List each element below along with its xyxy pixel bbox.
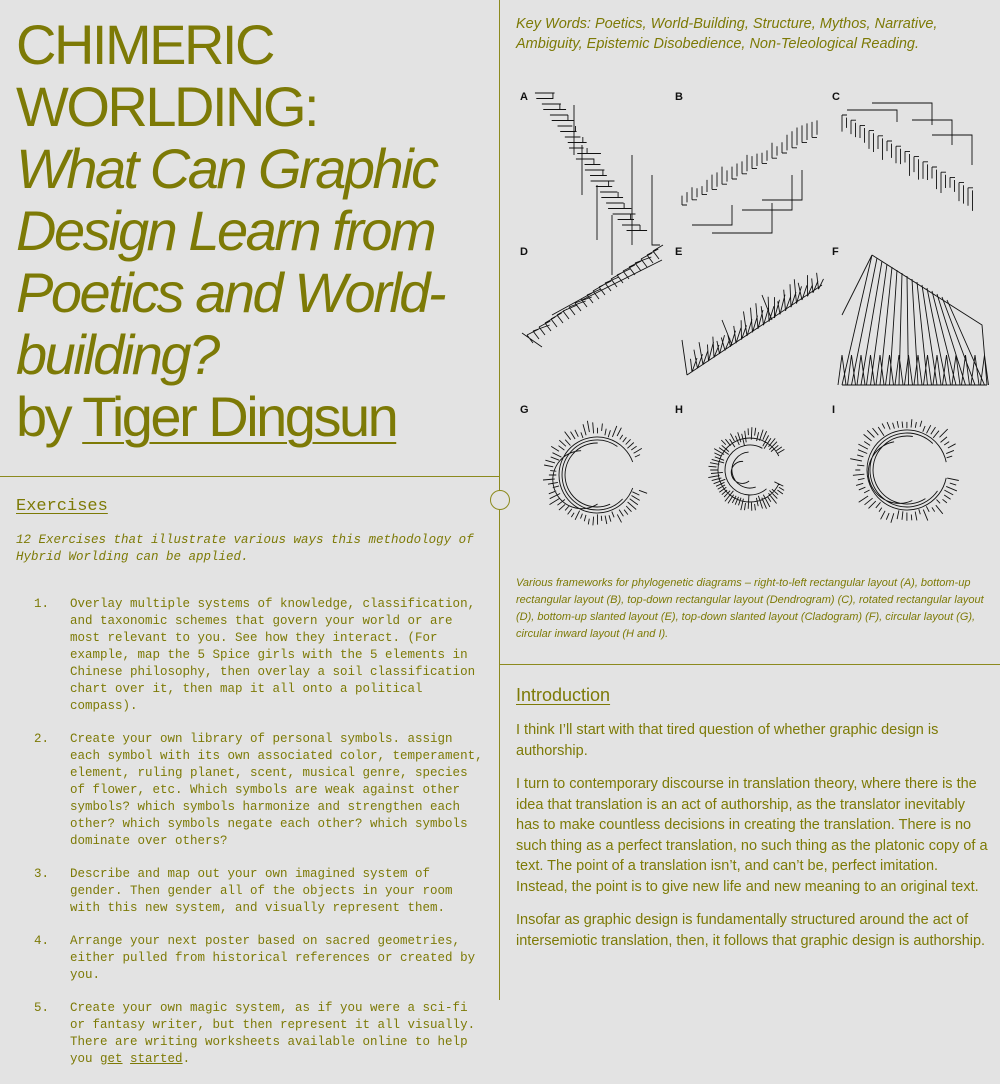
- title-byline: [16, 385, 396, 448]
- intro-paragraph: I turn to contemporary discourse in translation theory, where there is the idea that translation is an act of authorship, as the translator inevitably has to make countless decisions in creating the translation. There is no such thing as a perfect translation, no such thing as the platonic copy of a text. The point of a translation isn’t, and can’t be, perfect imitation. Instead, the point is to give new life and new meaning to an original text.: [516, 776, 988, 895]
- panel-label: E: [675, 246, 683, 258]
- tree-branches: [850, 419, 959, 523]
- right-horizontal-divider: [500, 664, 1000, 665]
- panel-label: B: [675, 91, 683, 103]
- exercise-text: Create your own library of personal symbols. assign each symbol with its own associated color, temperament, element, ruling planet, scent, musical genre, species of flower, etc. Which symbols are weak against other symbols? which symbols harmonize and strengthen each other? which symbols negate each other? which symbols dominate over others?: [70, 732, 483, 848]
- intro-paragraph: Insofar as graphic design is fundamentally structured around the act of intersemiotic translation, then, it follows that graphic design is authorship.: [516, 912, 986, 949]
- exercise-text: Describe and map out your own imagined system of gender. Then gender all of the objects in your room with this new system, and visually represent them.: [70, 867, 453, 915]
- exercises-description: 12 Exercises that illustrate various ways this methodology of Hybrid Worlding can be applied.: [16, 533, 474, 564]
- get-link[interactable]: get: [100, 1052, 123, 1066]
- exercise-item: [34, 596, 484, 715]
- title-line-2: WORLDING:: [16, 75, 318, 138]
- author-link[interactable]: Tiger Dingsun: [82, 385, 397, 448]
- panel-label: D: [520, 246, 528, 258]
- exercise-item: [34, 933, 484, 984]
- panel-label: I: [832, 404, 836, 416]
- exercise-text: Arrange your next poster based on sacred geometries, either pulled from historical references or created by you.: [70, 934, 476, 982]
- divider-node-circle: [490, 490, 510, 510]
- key-words: Key Words: Poetics, World-Building, Structure, Mythos, Narrative, Ambiguity, Epistemic Disobedience, Non-Teleological Reading.: [516, 16, 938, 52]
- phylogenetic-diagrams-figure: [512, 85, 992, 555]
- title-subtitle: What Can Graphic Design Learn from Poetics and World-building?: [16, 137, 445, 386]
- exercise-number: 1.: [34, 597, 50, 611]
- exercise-item: [34, 731, 484, 850]
- exercise-text-end: .: [182, 1052, 191, 1066]
- exercise-number: 3.: [34, 867, 50, 881]
- tree-branches: [535, 93, 660, 275]
- page-title: [16, 14, 496, 448]
- left-horizontal-divider: [0, 476, 499, 477]
- exercise-text: [70, 1001, 475, 1066]
- tree-branches: [682, 120, 817, 233]
- exercise-number: 2.: [34, 732, 50, 746]
- title-line-1: CHIMERIC: [16, 13, 273, 76]
- link-separator: [123, 1052, 131, 1066]
- panel-label: H: [675, 404, 683, 416]
- exercise-item: [34, 866, 484, 917]
- panel-label: G: [520, 404, 529, 416]
- exercise-text: Overlay multiple systems of knowledge, classification, and taxonomic schemes that govern your world or are most relevant to you. See how they interact. (For example, map the 5 Spice girls with the 5 elements in Chinese philosophy, then overlay a soil classification chart over it, then map it all onto a political compass).: [70, 597, 476, 713]
- introduction-body: [516, 720, 990, 964]
- tree-branches: [543, 421, 647, 526]
- tree-branches: [522, 245, 663, 347]
- tree-branches: [708, 427, 784, 511]
- panel-label: A: [520, 91, 528, 103]
- intro-paragraph: I think I’ll start with that tired question of whether graphic design is authorship.: [516, 722, 939, 759]
- introduction-heading: Introduction: [516, 685, 611, 705]
- tree-branches: [838, 255, 989, 385]
- byline-prefix: by: [16, 385, 83, 448]
- tree-branches: [842, 103, 973, 211]
- panel-label: F: [832, 246, 839, 258]
- exercise-item: [34, 1000, 484, 1068]
- panel-label: C: [832, 91, 840, 103]
- exercises-list: [34, 596, 484, 1084]
- exercise-number: 5.: [34, 1001, 50, 1015]
- exercise-number: 4.: [34, 934, 50, 948]
- started-link[interactable]: started: [130, 1052, 183, 1066]
- exercises-heading: Exercises: [16, 497, 108, 516]
- tree-branches: [682, 273, 824, 375]
- exercise-text-part: Create your own magic system, as if you were a sci-fi or fantasy writer, but then represent it all visually. There are writing worksheets available online to help you: [70, 1001, 476, 1066]
- figure-caption: Various frameworks for phylogenetic diagrams – right-to-left rectangular layout (A), bottom-up rectangular layout (B), top-down rectangular layout (Dendrogram) (C), rotated rectangular layout (D), bottom-up slanted layout (E), top-down slanted layout (Cladogram) (F), circular layout (G), circular inward layout (H and I).: [516, 577, 984, 640]
